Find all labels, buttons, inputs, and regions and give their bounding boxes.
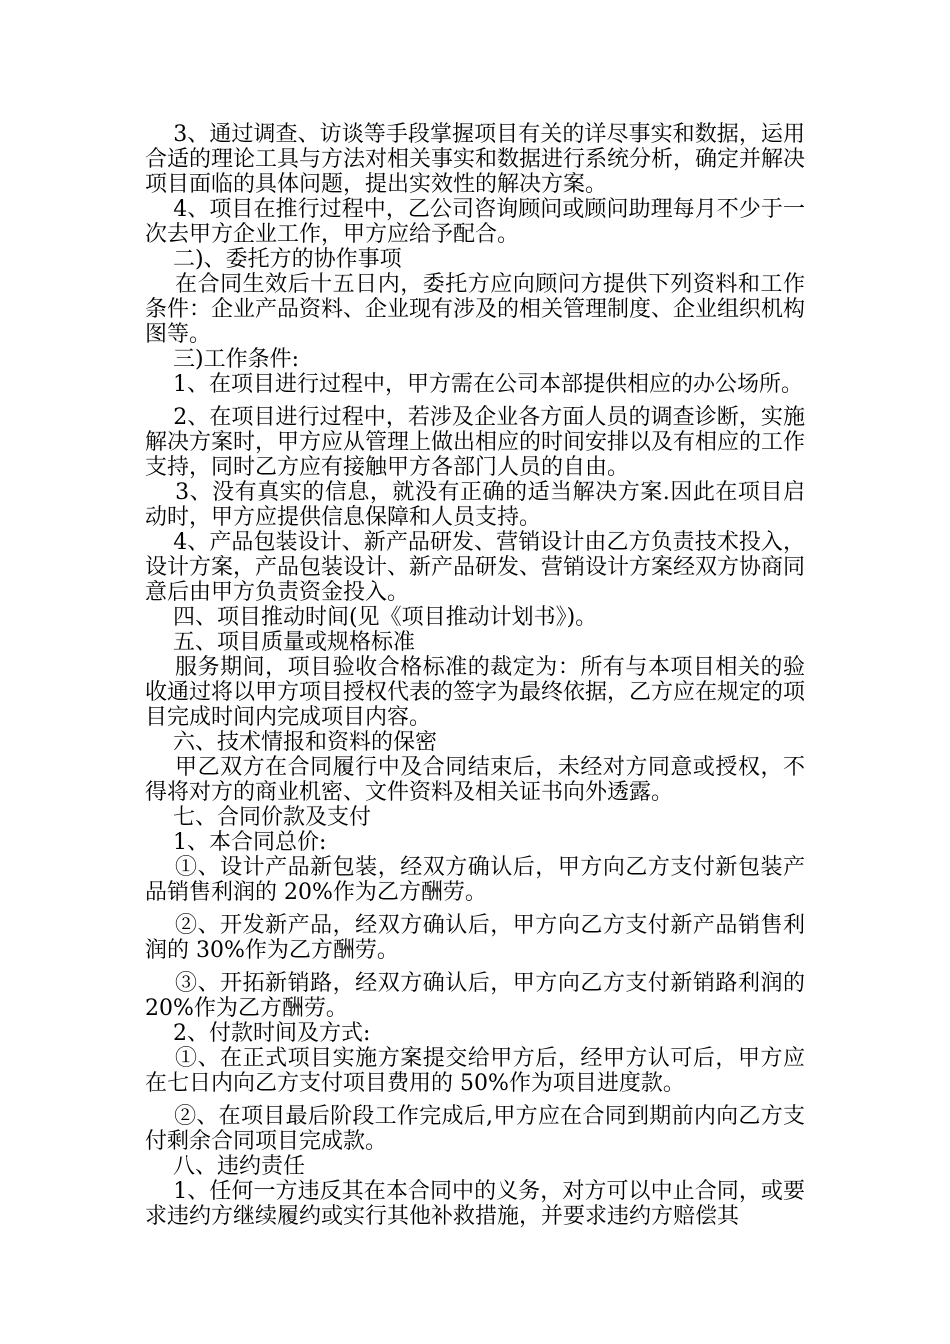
- heading-project-schedule: 四、项目推动时间(见《项目推动计划书》)。: [145, 605, 598, 630]
- paragraph-final-payment: ②、在项目最后阶段工作完成后,甲方应在合同到期前内向乙方支付剩余合同项目完成款。: [145, 1104, 805, 1154]
- paragraph-progress-payment: ①、在正式项目实施方案提交给甲方后，经甲方认可后，甲方应在七日内向乙方支付项目费用的 50%作为项目进度款。: [145, 1046, 805, 1096]
- heading-quality-standards: 五、项目质量或规格标准: [145, 630, 415, 655]
- paragraph-new-product-fee: ②、开发新产品，经双方确认后，甲方向乙方支付新产品销售利润的 30%作为乙方酬劳。: [145, 913, 805, 963]
- paragraph-information-support: 3、没有真实的信息，就没有正确的适当解决方案.因此在项目启动时，甲方应提供信息保障和人员支持。: [145, 480, 805, 530]
- paragraph-confidentiality: 甲乙双方在合同履行中及合同结束后，未经对方同意或授权，不得将对方的商业机密、文件资料及相关证书向外透露。: [145, 755, 805, 805]
- paragraph-client-materials: 在合同生效后十五日内，委托方应向顾问方提供下列资料和工作条件：企业产品资料、企业现有涉及的相关管理制度、企业组织机构图等。: [145, 272, 806, 347]
- paragraph-3-investigation: 3、通过调查、访谈等手段掌握项目有关的详尽事实和数据，运用合适的理论工具与方法对相关事实和数据进行系统分析，确定并解决项目面临的具体问题，提出实效性的解决方案。: [145, 122, 806, 197]
- paragraph-new-channel-fee: ③、开拓新销路，经双方确认后，甲方向乙方支付新销路利润的 20%作为乙方酬劳。: [145, 971, 812, 1021]
- heading-liability: 八、违约责任: [145, 1154, 305, 1179]
- heading-price-payment: 七、合同价款及支付: [145, 805, 371, 830]
- paragraph-breach: 1、任何一方违反其在本合同中的义务，对方可以中止合同，或要求违约方继续履约或实行其他补救措施，并要求违约方赔偿其: [145, 1179, 805, 1229]
- paragraph-acceptance-criteria: 服务期间，项目验收合格标准的裁定为：所有与本项目相关的验收通过将以甲方项目授权代表的签字为最终依据，乙方应在规定的项目完成时间内完成项目内容。: [145, 655, 806, 730]
- paragraph-office-space: 1、在项目进行过程中，甲方需在公司本部提供相应的办公场所。: [145, 372, 803, 397]
- heading-working-conditions: 三)工作条件:: [145, 347, 299, 372]
- paragraph-design-investment: 4、产品包装设计、新产品研发、营销设计由乙方负责技术投入，设计方案，产品包装设计、新产品研发、营销设计方案经双方协商同意后由甲方负责资金投入。: [145, 530, 806, 605]
- document-body: [145, 122, 812, 1229]
- heading-payment-terms: 2、付款时间及方式:: [145, 1021, 371, 1046]
- paragraph-staff-survey: 2、在项目进行过程中，若涉及企业各方面人员的调查诊断，实施解决方案时，甲方应从管理上做出相应的时间安排以及有相应的工作支持，同时乙方应有接触甲方各部门人员的自由。: [145, 405, 806, 480]
- heading-client-cooperation: 二)、委托方的协作事项: [145, 247, 402, 272]
- heading-confidentiality: 六、技术情报和资料的保密: [145, 730, 437, 755]
- paragraph-4-consultant-visits: 4、项目在推行过程中，乙公司咨询顾问或顾问助理每月不少于一次去甲方企业工作，甲方应给予配合。: [145, 197, 805, 247]
- paragraph-packaging-fee: ①、设计产品新包装，经双方确认后，甲方向乙方支付新包装产品销售利润的 20%作为乙方酬劳。: [145, 855, 805, 905]
- heading-total-price: 1、本合同总价:: [145, 830, 327, 855]
